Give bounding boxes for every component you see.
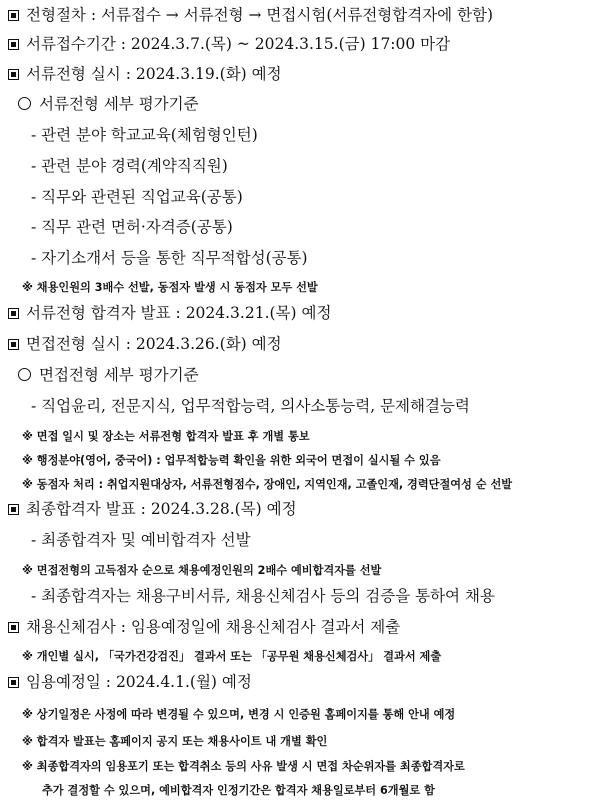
section-appointment-date: 임용예정일 : 2024.4.1.(월) 예정 [8,675,252,691]
section-medical-exam: 채용신체검사 : 임용예정일에 채용신체검사 결과서 제출 [8,620,400,636]
final-item: - 최종합격자는 채용구비서류, 채용신체검사 등의 검증을 통하여 채용 [31,587,495,605]
note: ※ 합격자 발표는 홈페이지 공지 또는 채용사이트 내 개별 확인 [22,735,328,748]
square-bullet-icon [8,308,19,319]
note: ※ 면접 일시 및 장소는 서류전형 합격자 발표 후 개별 통보 [22,430,310,443]
circle-bullet-icon [18,368,31,381]
section-document-screening: 서류전형 실시 : 2024.3.19.(화) 예정 [8,67,282,83]
note: ※ 면접전형의 고득점자 순으로 채용예정인원의 2배수 예비합격자를 선발 [22,564,382,577]
criteria-item: - 직무 관련 면허·자격증(공통) [31,218,233,236]
criteria-item: - 직업윤리, 전문지식, 업무적합능력, 의사소통능력, 문제해결능력 [31,397,470,415]
section-interview: 면접전형 실시 : 2024.3.26.(화) 예정 [8,337,282,353]
note-continuation: 추가 결정할 수 있으며, 예비합격자 인정기간은 합격자 채용일로부터 6개월로 함 [42,784,435,797]
note: ※ 동점자 처리 : 취업지원대상자, 서류전형점수, 장애인, 지역인재, 고졸인재, 경력단절여성 순 선발 [22,478,513,491]
interview-criteria-heading: 면접전형 세부 평가기준 [18,368,199,384]
section-document-result: 서류전형 합격자 발표 : 2024.3.21.(목) 예정 [8,306,331,322]
note: ※ 최종합격자의 임용포기 또는 합격취소 등의 사유 발생 시 면접 차순위자를 최종합격자로 [22,760,465,773]
square-bullet-icon [8,339,19,350]
criteria-item: - 직무와 관련된 직업교육(공통) [31,188,243,206]
square-bullet-icon [8,504,19,515]
section-application-period: 서류접수기간 : 2024.3.7.(목) ~ 2024.3.15.(금) 17:00 마감 [8,37,450,53]
note: ※ 행정분야(영어, 중국어) : 업무적합능력 확인을 위한 외국어 면접이 실시될 수 있음 [22,454,441,467]
note: ※ 상기일정은 사정에 따라 변경될 수 있으며, 변경 시 인증원 홈페이지를 통해 안내 예정 [22,708,456,721]
final-item: - 최종합격자 및 예비합격자 선발 [31,531,251,549]
section-process: 전형절차 : 서류접수 → 서류전형 → 면접시험(서류전형합격자에 한함) [8,8,493,24]
circle-bullet-icon [18,97,31,110]
criteria-item: - 관련 분야 학교교육(체험형인턴) [31,126,258,144]
document-criteria-heading: 서류전형 세부 평가기준 [18,97,199,113]
square-bullet-icon [8,10,19,21]
criteria-item: - 자기소개서 등을 통한 직무적합성(공통) [31,249,308,267]
note: ※ 채용인원의 3배수 선발, 동점자 발생 시 동점자 모두 선발 [22,281,318,294]
section-final-result: 최종합격자 발표 : 2024.3.28.(목) 예정 [8,502,297,518]
square-bullet-icon [8,69,19,80]
square-bullet-icon [8,39,19,50]
square-bullet-icon [8,677,19,688]
note: ※ 개인별 실시, 「국가건강검진」 결과서 또는 「공무원 채용신체검사」 결과서 제출 [22,650,442,663]
square-bullet-icon [8,622,19,633]
criteria-item: - 관련 분야 경력(계약직직원) [31,157,228,175]
